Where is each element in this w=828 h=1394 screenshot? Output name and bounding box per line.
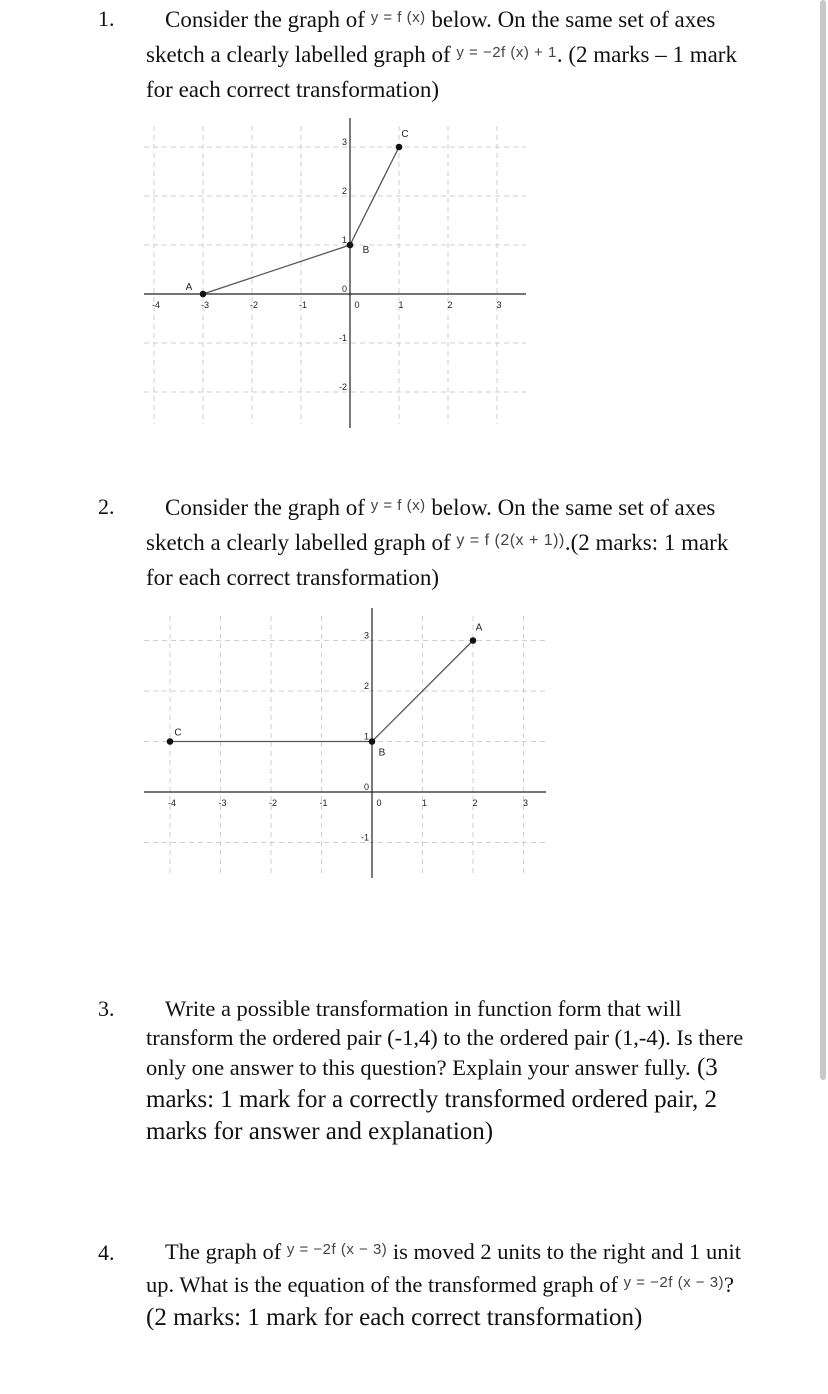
graph-1 <box>140 118 530 428</box>
y-tick-label: 3 <box>341 137 347 147</box>
x-tick-label: 3 <box>496 300 502 310</box>
graph-2 <box>140 608 550 878</box>
x-tick-label: 3 <box>522 798 529 808</box>
y-tick-label: 3 <box>363 630 369 641</box>
point-A <box>200 291 207 298</box>
question-3-text: Write a possible transformation in function form that will transform the ordered pair (-1,4) to the ordered pair (1,-4). Is there only one answer to this question? Explain your answer fully. (3 marks: 1 mark for a correctly transformed ordered pair, 2 marks for answer and explanation) <box>146 996 744 1145</box>
y-tick-label: 1 <box>363 731 369 742</box>
x-tick-label: 0 <box>376 798 382 808</box>
y-tick-label: 1 <box>341 235 347 245</box>
graph-segment <box>203 245 350 294</box>
equation-y-equals-f-x: y = f (x) <box>370 9 426 26</box>
equation-y-equals-f-2-x-plus-1: y = f (2(x + 1)) <box>456 532 565 549</box>
y-tick-label: -1 <box>360 832 369 843</box>
y-tick-label: 0 <box>363 782 369 792</box>
y-tick-label: 2 <box>363 681 369 691</box>
point-label-A: A <box>185 282 193 293</box>
point-label-B: B <box>378 747 386 759</box>
equation-y-equals-neg2fx-plus1: y = −2f (x) + 1 <box>456 44 557 61</box>
x-tick-label: -3 <box>200 300 210 310</box>
scrollbar[interactable] <box>820 0 826 1080</box>
point-C <box>167 738 174 745</box>
x-tick-label: -1 <box>319 798 328 808</box>
equation-y-equals-f-x: y = f (x) <box>370 497 426 514</box>
question-4-text: The graph of $^{y = -2f (x - 3)}$ is moved 2 units to the right and 1 unit up. What is the equation of the transformed graph of $^{y = -2f (x - 3)}$? (2 marks: 1 mark for each correct transformation) <box>146 1239 742 1331</box>
question-4-number: 4. <box>98 1240 115 1265</box>
y-tick-label: 2 <box>341 186 347 196</box>
x-tick-label: -2 <box>268 798 278 808</box>
point-C <box>396 144 403 151</box>
question-4-marks: (2 marks: 1 mark for each correct transformation) <box>146 1304 643 1331</box>
x-tick-label: 0 <box>354 300 360 310</box>
point-B <box>369 738 376 745</box>
point-B <box>347 242 354 249</box>
point-label-B: B <box>362 245 370 256</box>
x-tick-label: -2 <box>249 300 259 310</box>
x-tick-label: -3 <box>218 798 227 808</box>
question-3-number: 3. <box>98 996 115 1021</box>
question-1-text: Consider the graph of $^{y = f (x)}$ below. On the same set of axes sketch a clearly labelled graph of $^{y = -2f (x) + 1}$. (2 marks – 1 mark for each correct transformation) <box>146 7 737 102</box>
x-tick-label: -4 <box>151 300 161 310</box>
x-tick-label: 2 <box>472 798 478 808</box>
equation-y-equals-neg2f-x-minus-3: y = −2f (x − 3) <box>286 1241 388 1258</box>
equation-y-equals-neg2f-x-minus-3: y = −2f (x − 3) <box>623 1274 725 1291</box>
y-tick-label: -1 <box>338 333 347 343</box>
x-tick-label: 2 <box>447 300 453 310</box>
point-A <box>470 637 477 644</box>
x-tick-label: 1 <box>421 798 428 808</box>
question-2-text: Consider the graph of $^{y = f (x)}$ below. On the same set of axes sketch a clearly labelled graph of $^{y = f (2(x + 1))}$.(2 marks: 1 mark for each correct transformation) <box>146 495 729 590</box>
y-tick-label: -2 <box>338 382 347 392</box>
point-label-C: C <box>174 727 182 739</box>
question-1-number: 1. <box>98 6 115 31</box>
y-tick-label: 0 <box>341 284 347 294</box>
x-tick-label: -4 <box>167 798 177 808</box>
question-2-number: 2. <box>98 494 115 519</box>
point-label-C: C <box>401 129 409 140</box>
point-label-A: A <box>475 622 483 634</box>
x-tick-label: -1 <box>298 300 308 310</box>
x-tick-label: 1 <box>398 300 404 310</box>
